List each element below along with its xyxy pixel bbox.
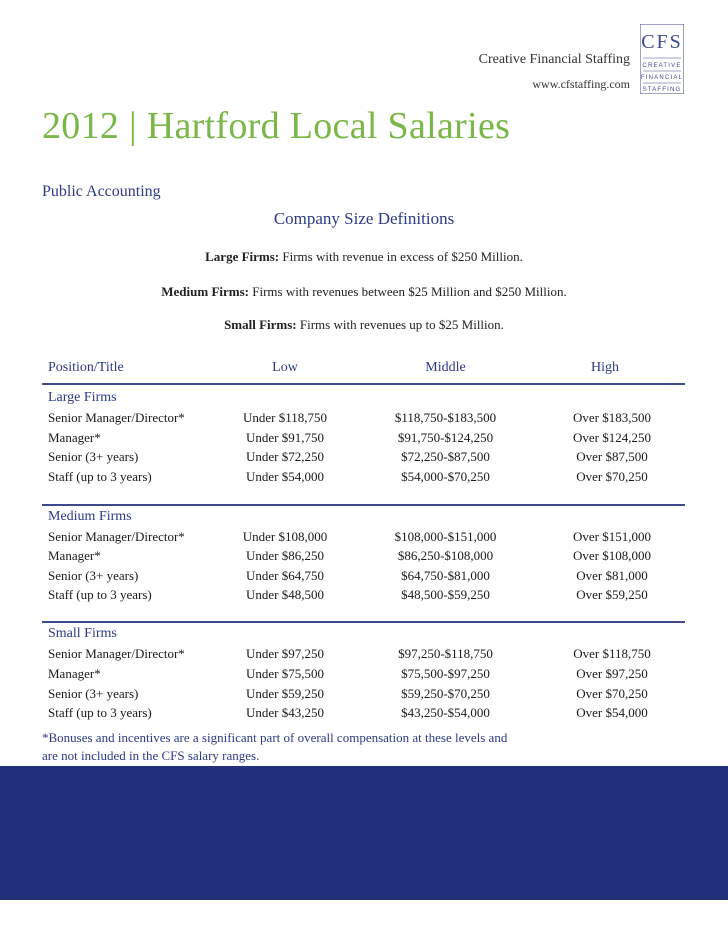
logo-line1: CREATIVE (642, 63, 682, 69)
cell-middle: $43,250-$54,000 (401, 705, 490, 721)
column-header-low: Low (272, 360, 298, 375)
cell-low: Under $91,750 (246, 429, 324, 445)
cell-high: Over $87,500 (576, 449, 648, 465)
cell-middle: $54,000-$70,250 (401, 469, 490, 485)
cell-high: Over $70,250 (576, 469, 648, 485)
cell-middle: $48,500-$59,250 (401, 587, 490, 603)
cell-high: Over $59,250 (576, 587, 648, 603)
group-title: Small Firms (48, 626, 117, 641)
definition-medium: Medium Firms: Firms with revenues between $25 Million and $250 Million. (161, 284, 567, 299)
section-title: Public Accounting (42, 183, 161, 200)
cell-high: Over $81,000 (576, 567, 648, 583)
cell-position: Staff (up to 3 years) (48, 587, 152, 603)
cell-low: Under $97,250 (246, 646, 324, 661)
cell-high: Over $183,500 (573, 410, 651, 425)
cell-middle: $97,250-$118,750 (398, 646, 493, 661)
definitions-title: Company Size Definitions (273, 209, 455, 228)
cell-high: Over $54,000 (576, 705, 648, 721)
column-header-position: Position/Title (48, 360, 124, 375)
cell-low: Under $86,250 (246, 548, 324, 564)
cell-high: Over $70,250 (576, 685, 648, 701)
cell-middle: $108,000-$151,000 (394, 529, 497, 544)
cell-low: Under $118,750 (242, 410, 327, 425)
cell-position: Senior (3+ years) (48, 449, 139, 465)
page-title: 2012 | Hartford Local Salaries (42, 105, 511, 147)
cell-position: Staff (up to 3 years) (48, 469, 152, 485)
footnote: *Bonuses and incentives are a significant part of overall compensation at these levels and are not included in the CFS salary ranges. (42, 730, 508, 763)
cell-low: Under $48,500 (246, 587, 324, 603)
group-divider (42, 621, 685, 623)
cell-position: Manager* (48, 548, 101, 564)
cell-position: Manager* (48, 429, 101, 445)
cell-middle: $75,500-$97,250 (401, 665, 490, 681)
cell-position: Staff (up to 3 years) (48, 705, 152, 721)
cell-low: Under $59,250 (246, 685, 324, 701)
header-divider (42, 383, 685, 385)
cell-middle: $118,750-$183,500 (394, 410, 497, 425)
cell-position: Senior (3+ years) (48, 685, 139, 701)
logo-line3: STAFFING (642, 87, 682, 93)
cell-position: Senior Manager/Director* (48, 529, 185, 544)
cell-position: Manager* (48, 665, 101, 681)
cell-position: Senior (3+ years) (48, 567, 139, 583)
cell-high: Over $124,250 (573, 429, 651, 445)
cell-low: Under $54,000 (246, 469, 324, 485)
cell-low: Under $75,500 (246, 665, 324, 681)
cell-low: Under $72,250 (246, 449, 324, 465)
cell-middle: $59,250-$70,250 (401, 685, 490, 701)
cell-middle: $72,250-$87,500 (401, 449, 490, 465)
cfs-logo (640, 24, 684, 94)
cell-low: Under $43,250 (246, 705, 324, 721)
footer-band (0, 766, 728, 900)
definition-small: Small Firms: Firms with revenues up to $25 Million. (224, 317, 504, 332)
logo-letters: CFS (641, 31, 683, 53)
firm-url[interactable]: www.cfstaffing.com (532, 77, 630, 91)
firm-name: Creative Financial Staffing (478, 52, 630, 67)
group-divider (42, 504, 685, 506)
cell-high: Over $97,250 (576, 665, 648, 681)
cell-high: Over $108,000 (573, 548, 651, 564)
cell-middle: $64,750-$81,000 (401, 567, 490, 583)
group-title: Medium Firms (48, 509, 132, 524)
group-title: Large Firms (48, 390, 117, 405)
cell-position: Senior Manager/Director* (48, 410, 185, 425)
logo-line2: FINANCIAL (640, 75, 684, 81)
cell-high: Over $151,000 (573, 529, 651, 544)
cell-middle: $91,750-$124,250 (397, 429, 494, 445)
column-header-middle: Middle (425, 360, 466, 375)
column-header-high: High (591, 360, 619, 375)
cell-high: Over $118,750 (573, 646, 651, 661)
cell-position: Senior Manager/Director* (48, 646, 185, 661)
cell-middle: $86,250-$108,000 (397, 548, 494, 564)
cell-low: Under $108,000 (242, 529, 328, 544)
cell-low: Under $64,750 (246, 567, 324, 583)
definition-large: Large Firms: Firms with revenue in excess of $250 Million. (205, 249, 523, 264)
